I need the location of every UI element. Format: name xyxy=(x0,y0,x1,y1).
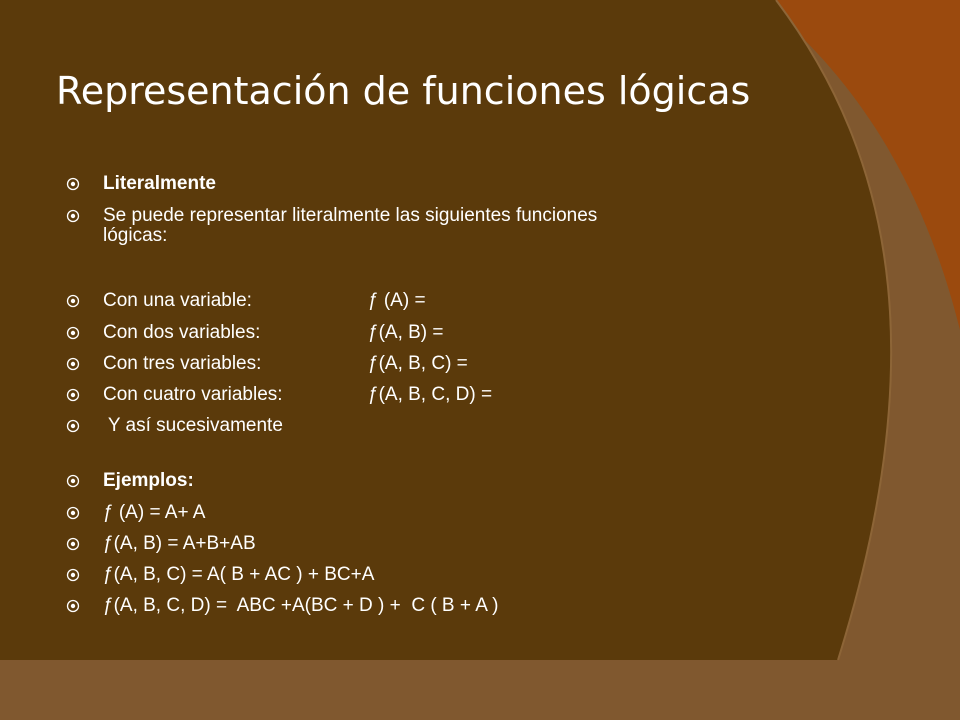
circled-dot-icon xyxy=(66,177,80,191)
bullet-text: ƒ(A, B, C, D) = ABC +A(BC + D ) + C ( B + A ) xyxy=(103,595,499,616)
bullet-text: Con tres variables: xyxy=(103,353,262,374)
circled-dot-icon xyxy=(66,474,80,488)
circled-dot-icon xyxy=(66,294,80,308)
circled-dot-icon xyxy=(66,357,80,371)
function-expression: ƒ(A, B) = xyxy=(368,322,444,343)
bullet-text: ƒ(A, B, C) = A( B + AC ) + BC+A xyxy=(103,564,375,585)
circled-dot-icon xyxy=(66,568,80,582)
function-expression: ƒ (A) = xyxy=(368,290,426,311)
circled-dot-icon xyxy=(66,388,80,402)
circled-dot-icon xyxy=(66,537,80,551)
bullet-text: ƒ(A, B) = A+B+AB xyxy=(103,533,256,554)
circled-dot-icon xyxy=(66,599,80,613)
bullet-text: Con dos variables: xyxy=(103,322,261,343)
circled-dot-icon xyxy=(66,209,80,223)
circled-dot-icon xyxy=(66,326,80,340)
circled-dot-icon xyxy=(66,506,80,520)
slide-title: Representación de funciones lógicas xyxy=(56,69,751,113)
bullet-text: Y así sucesivamente xyxy=(103,415,283,436)
bullet-text: Se puede representar literalmente las siguientes funciones lógicas: xyxy=(103,205,598,246)
bullet-text: Con cuatro variables: xyxy=(103,384,283,405)
function-expression: ƒ(A, B, C, D) = xyxy=(368,384,493,405)
circled-dot-icon xyxy=(66,419,80,433)
bullet-text: Ejemplos: xyxy=(103,470,194,491)
function-expression: ƒ(A, B, C) = xyxy=(368,353,468,374)
bullet-text: Literalmente xyxy=(103,173,216,194)
bullet-text: ƒ (A) = A+ A xyxy=(103,502,206,523)
bullet-text: Con una variable: xyxy=(103,290,252,311)
